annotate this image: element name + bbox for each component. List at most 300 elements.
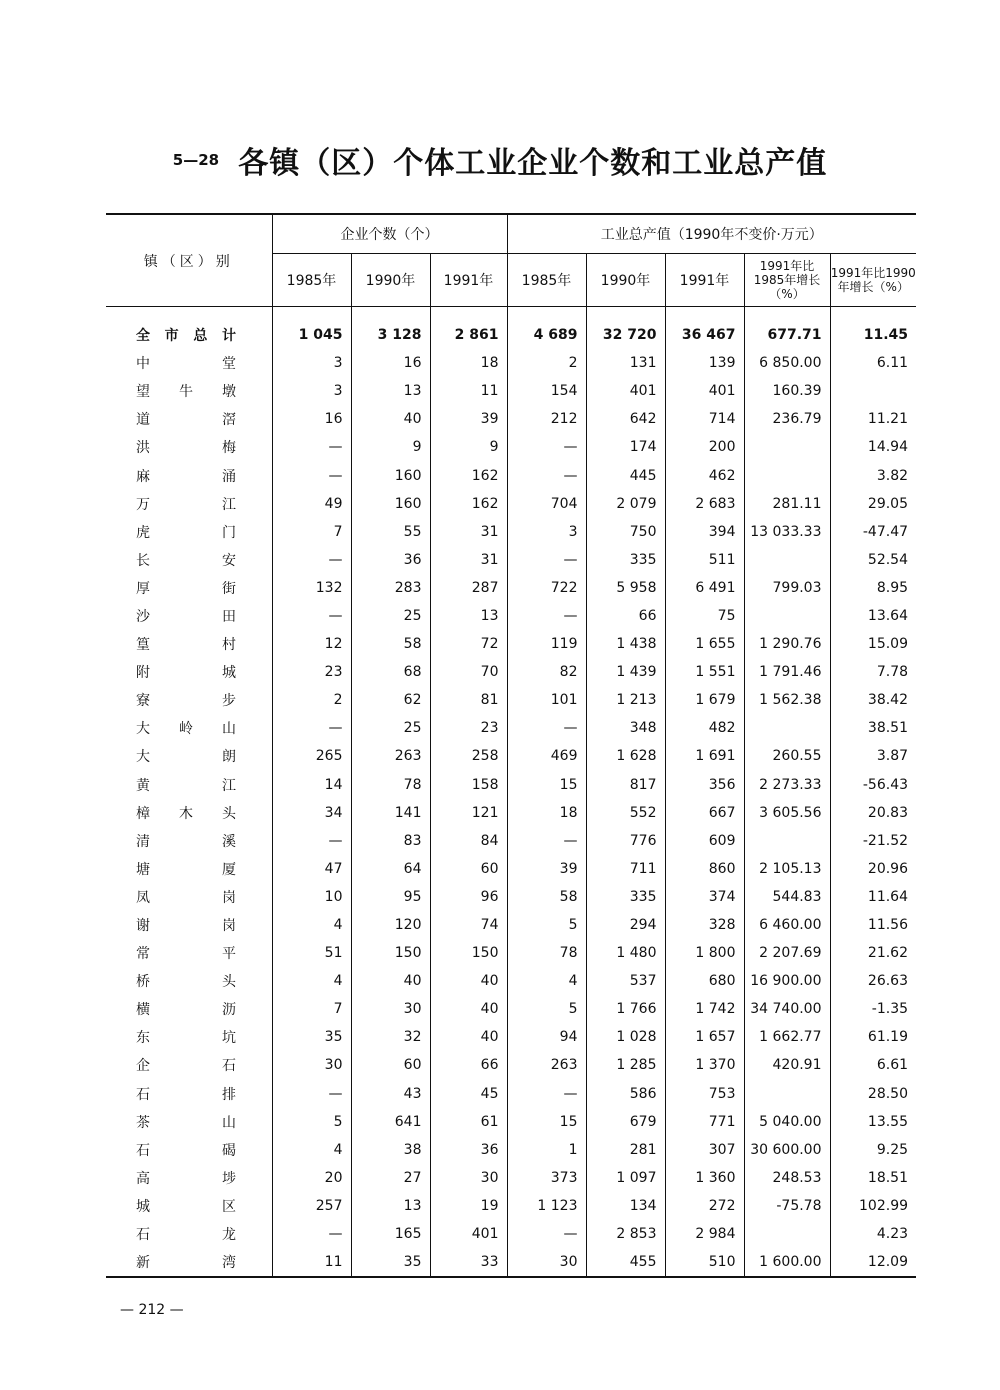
table-row <box>106 630 916 658</box>
table-row <box>106 827 916 855</box>
table-cell <box>744 546 830 574</box>
table-cell: 10 <box>272 883 351 911</box>
table-row <box>106 686 916 714</box>
table-cell: 6.61 <box>830 1051 916 1079</box>
table-number: 5—28 <box>172 151 220 169</box>
table-cell: 401 <box>586 377 665 405</box>
table-cell: 704 <box>507 490 586 518</box>
table-cell: 33 <box>430 1248 507 1277</box>
town-name-text: 高埗 <box>136 1170 236 1187</box>
table-cell: 160.39 <box>744 377 830 405</box>
table-cell: 348 <box>586 714 665 742</box>
table-cell <box>744 1080 830 1108</box>
table-row <box>106 377 916 405</box>
table-cell: 81 <box>430 686 507 714</box>
table-cell: 5 958 <box>586 574 665 602</box>
table-cell: 1 551 <box>665 658 744 686</box>
table-cell: 12 <box>272 630 351 658</box>
town-name <box>106 1192 272 1220</box>
table-cell: 4 <box>272 1136 351 1164</box>
table-cell: 141 <box>351 799 430 827</box>
table-cell: 150 <box>351 939 430 967</box>
table-cell: 236.79 <box>744 405 830 433</box>
table-cell: 11 <box>430 377 507 405</box>
town-name-text: 清溪 <box>136 833 236 850</box>
table-cell: 101 <box>507 686 586 714</box>
table-row <box>106 1248 916 1277</box>
table-cell: 5 <box>272 1108 351 1136</box>
table-cell: 11.45 <box>830 307 916 350</box>
table-cell: 165 <box>351 1220 430 1248</box>
table-cell <box>744 1220 830 1248</box>
table-cell: 6.11 <box>830 349 916 377</box>
table-cell: 586 <box>586 1080 665 1108</box>
table-cell: 72 <box>430 630 507 658</box>
table-cell: 482 <box>665 714 744 742</box>
table-cell: 28.50 <box>830 1080 916 1108</box>
town-name-text: 洪梅 <box>136 440 236 457</box>
town-name-text: 大朗 <box>136 749 236 766</box>
table-cell: 134 <box>586 1192 665 1220</box>
town-name <box>106 1248 272 1277</box>
table-row <box>106 405 916 433</box>
table-cell: 6 850.00 <box>744 349 830 377</box>
town-name-text: 石碣 <box>136 1142 236 1159</box>
table-row <box>106 433 916 461</box>
table-cell: 2 683 <box>665 490 744 518</box>
table-cell: 711 <box>586 855 665 883</box>
table-cell: 13 <box>351 377 430 405</box>
table-cell: 248.53 <box>744 1164 830 1192</box>
table-cell: 335 <box>586 883 665 911</box>
table-cell: 14.94 <box>830 433 916 461</box>
table-cell: — <box>272 1080 351 1108</box>
table-cell: 1 097 <box>586 1164 665 1192</box>
town-name <box>106 911 272 939</box>
table-cell: -1.35 <box>830 995 916 1023</box>
table-cell: 335 <box>586 546 665 574</box>
table-cell: 373 <box>507 1164 586 1192</box>
table-cell: 260.55 <box>744 742 830 770</box>
table-row <box>106 855 916 883</box>
table-cell: 5 <box>507 995 586 1023</box>
table-cell: 162 <box>430 490 507 518</box>
table-row <box>106 1108 916 1136</box>
table-cell: 3 605.56 <box>744 799 830 827</box>
table-cell: 154 <box>507 377 586 405</box>
table-row <box>106 939 916 967</box>
table-cell: 158 <box>430 771 507 799</box>
page-title <box>0 138 1000 182</box>
town-name-text: 长安 <box>136 552 236 569</box>
table-cell: 722 <box>507 574 586 602</box>
table-cell: -75.78 <box>744 1192 830 1220</box>
town-name <box>106 518 272 546</box>
town-name <box>106 574 272 602</box>
table-cell: -47.47 <box>830 518 916 546</box>
column-header: 1991年比1985年增长（%） <box>744 254 830 307</box>
table-cell: 328 <box>665 911 744 939</box>
table-cell: 511 <box>665 546 744 574</box>
table-row <box>106 799 916 827</box>
town-name-text: 樟木头 <box>136 805 236 822</box>
table-cell: 9.25 <box>830 1136 916 1164</box>
town-name-text: 石龙 <box>136 1227 236 1244</box>
table-cell: 544.83 <box>744 883 830 911</box>
table-cell: 18.51 <box>830 1164 916 1192</box>
town-name <box>106 1220 272 1248</box>
table-cell: 307 <box>665 1136 744 1164</box>
town-name <box>106 1051 272 1079</box>
table-cell: 16 <box>351 349 430 377</box>
table-cell: 258 <box>430 742 507 770</box>
table-cell: 257 <box>272 1192 351 1220</box>
town-name <box>106 995 272 1023</box>
table-cell: 11.64 <box>830 883 916 911</box>
table-cell: 265 <box>272 742 351 770</box>
table-cell: 16 <box>272 405 351 433</box>
table-cell: 39 <box>430 405 507 433</box>
town-name-text: 全市总计 <box>136 328 236 345</box>
town-name-text: 茶山 <box>136 1114 236 1131</box>
table-row <box>106 349 916 377</box>
table-cell: 1 791.46 <box>744 658 830 686</box>
table-cell: 68 <box>351 658 430 686</box>
table-cell: 26.63 <box>830 967 916 995</box>
table-cell: 462 <box>665 461 744 489</box>
table-cell: — <box>507 602 586 630</box>
table-cell: 66 <box>586 602 665 630</box>
table-cell: 174 <box>586 433 665 461</box>
table-cell: 61.19 <box>830 1023 916 1051</box>
town-name <box>106 686 272 714</box>
table-cell: 281 <box>586 1136 665 1164</box>
table-cell: 20 <box>272 1164 351 1192</box>
table-cell: 263 <box>351 742 430 770</box>
town-name <box>106 602 272 630</box>
town-name <box>106 405 272 433</box>
table-cell: 609 <box>665 827 744 855</box>
town-name-text: 虎门 <box>136 524 236 541</box>
table-row <box>106 1136 916 1164</box>
table-cell: — <box>272 714 351 742</box>
table-cell: 13 <box>351 1192 430 1220</box>
table-cell: — <box>272 827 351 855</box>
table-cell: 680 <box>665 967 744 995</box>
table-row <box>106 658 916 686</box>
table-cell: 281.11 <box>744 490 830 518</box>
table-cell: 32 <box>351 1023 430 1051</box>
table-cell: 61 <box>430 1108 507 1136</box>
table-cell: 1 562.38 <box>744 686 830 714</box>
table-cell: 677.71 <box>744 307 830 350</box>
table-cell: 1 123 <box>507 1192 586 1220</box>
table-cell: 2 273.33 <box>744 771 830 799</box>
table-cell: 43 <box>351 1080 430 1108</box>
table-cell: 4 <box>272 967 351 995</box>
table-cell: 667 <box>665 799 744 827</box>
table-row <box>106 911 916 939</box>
table-cell: — <box>272 433 351 461</box>
table-cell: 3.82 <box>830 461 916 489</box>
town-name-text: 常平 <box>136 946 236 963</box>
town-name-text: 东坑 <box>136 1030 236 1047</box>
table-cell: 36 <box>351 546 430 574</box>
table-body <box>106 307 916 1278</box>
table-cell: 13.55 <box>830 1108 916 1136</box>
table-title: 各镇（区）个体工业企业个数和工业总产值 <box>238 146 828 181</box>
table-cell: 469 <box>507 742 586 770</box>
table-cell: 45 <box>430 1080 507 1108</box>
table-cell: 18 <box>430 349 507 377</box>
table-cell: 19 <box>430 1192 507 1220</box>
table-cell: 18 <box>507 799 586 827</box>
table-cell: 82 <box>507 658 586 686</box>
table-cell: 23 <box>272 658 351 686</box>
table-cell: 15 <box>507 771 586 799</box>
table-cell: — <box>272 461 351 489</box>
table-cell: 4 <box>272 911 351 939</box>
table-cell: 70 <box>430 658 507 686</box>
table-cell: 36 467 <box>665 307 744 350</box>
table-cell: 374 <box>665 883 744 911</box>
table-cell: 38.51 <box>830 714 916 742</box>
town-name <box>106 1108 272 1136</box>
table-cell: 7 <box>272 995 351 1023</box>
town-name-text: 中堂 <box>136 356 236 373</box>
table-cell: 1 370 <box>665 1051 744 1079</box>
table-cell: 74 <box>430 911 507 939</box>
column-header: 1991年比1990年增长（%） <box>830 254 916 307</box>
table-cell: — <box>507 461 586 489</box>
table-cell: 9 <box>430 433 507 461</box>
table-cell: 30 <box>430 1164 507 1192</box>
table-cell <box>744 461 830 489</box>
table-cell: — <box>507 827 586 855</box>
table-cell: 817 <box>586 771 665 799</box>
table-cell: 23 <box>430 714 507 742</box>
table-cell: 356 <box>665 771 744 799</box>
table-cell: 78 <box>351 771 430 799</box>
table-cell: 40 <box>430 967 507 995</box>
table-cell: 102.99 <box>830 1192 916 1220</box>
table-cell: 40 <box>430 995 507 1023</box>
table-cell: 3 <box>272 349 351 377</box>
column-header: 1991年 <box>430 254 507 307</box>
town-name <box>106 490 272 518</box>
table-cell: 62 <box>351 686 430 714</box>
town-name <box>106 1080 272 1108</box>
column-header: 1985年 <box>507 254 586 307</box>
table-cell: 11.21 <box>830 405 916 433</box>
table-cell: 49 <box>272 490 351 518</box>
town-name <box>106 349 272 377</box>
town-name <box>106 658 272 686</box>
town-name-text: 道滘 <box>136 412 236 429</box>
table-cell: 52.54 <box>830 546 916 574</box>
table-cell: 12.09 <box>830 1248 916 1277</box>
table-cell: 1 766 <box>586 995 665 1023</box>
table-cell <box>744 714 830 742</box>
table-cell: — <box>272 546 351 574</box>
table-cell: 1 480 <box>586 939 665 967</box>
table-cell: 38 <box>351 1136 430 1164</box>
table-cell: 30 <box>507 1248 586 1277</box>
town-name <box>106 433 272 461</box>
table-row <box>106 1080 916 1108</box>
table-cell: 20.83 <box>830 799 916 827</box>
table-cell: 160 <box>351 461 430 489</box>
table-cell: 2 984 <box>665 1220 744 1248</box>
town-name-text: 黄江 <box>136 777 236 794</box>
table-cell: 7 <box>272 518 351 546</box>
town-name-text: 横沥 <box>136 1002 236 1019</box>
table-cell: 2 <box>272 686 351 714</box>
table-cell: 1 438 <box>586 630 665 658</box>
table-cell: 283 <box>351 574 430 602</box>
table-cell: 6 460.00 <box>744 911 830 939</box>
table-cell: 38.42 <box>830 686 916 714</box>
table-cell: 776 <box>586 827 665 855</box>
table-cell <box>744 827 830 855</box>
industrial-output-group-header: 工业总产值（1990年不变价·万元） <box>507 214 916 254</box>
table-cell: 200 <box>665 433 744 461</box>
town-name-text: 厚街 <box>136 580 236 597</box>
table-cell: 5 040.00 <box>744 1108 830 1136</box>
town-name <box>106 967 272 995</box>
town-name <box>106 1023 272 1051</box>
table-cell: 119 <box>507 630 586 658</box>
table-cell: 9 <box>351 433 430 461</box>
table-cell: 1 657 <box>665 1023 744 1051</box>
table-cell: 860 <box>665 855 744 883</box>
town-name-text: 沙田 <box>136 608 236 625</box>
town-name-text: 篁村 <box>136 637 236 654</box>
town-name-text: 万江 <box>136 496 236 513</box>
town-name-text: 附城 <box>136 665 236 682</box>
table-cell: 131 <box>586 349 665 377</box>
table-cell: 36 <box>430 1136 507 1164</box>
statistics-table <box>106 213 916 1278</box>
town-name-text: 凤岗 <box>136 889 236 906</box>
table-cell: 30 600.00 <box>744 1136 830 1164</box>
town-name-text: 桥头 <box>136 974 236 991</box>
town-name <box>106 1136 272 1164</box>
table-cell: 1 <box>507 1136 586 1164</box>
table-cell: 552 <box>586 799 665 827</box>
table-cell: 120 <box>351 911 430 939</box>
column-header: 1990年 <box>586 254 665 307</box>
table-cell: 1 600.00 <box>744 1248 830 1277</box>
table-cell: 1 285 <box>586 1051 665 1079</box>
table-cell: — <box>507 714 586 742</box>
table-cell: 16 900.00 <box>744 967 830 995</box>
table-cell: 75 <box>665 602 744 630</box>
table-cell: 66 <box>430 1051 507 1079</box>
table-cell <box>830 377 916 405</box>
table-cell: 445 <box>586 461 665 489</box>
table-cell: 1 628 <box>586 742 665 770</box>
table-cell: 4.23 <box>830 1220 916 1248</box>
table-cell: 34 740.00 <box>744 995 830 1023</box>
table-cell: 35 <box>351 1248 430 1277</box>
table-cell: 84 <box>430 827 507 855</box>
table-cell: 1 691 <box>665 742 744 770</box>
table-row <box>106 967 916 995</box>
table-cell: 401 <box>665 377 744 405</box>
table-cell: 5 <box>507 911 586 939</box>
table-cell: 39 <box>507 855 586 883</box>
table-row <box>106 602 916 630</box>
town-name-text: 麻涌 <box>136 468 236 485</box>
table-cell: 2 853 <box>586 1220 665 1248</box>
table-cell: 40 <box>430 1023 507 1051</box>
column-header: 1985年 <box>272 254 351 307</box>
town-name-text: 新湾 <box>136 1255 236 1272</box>
table-row <box>106 1023 916 1051</box>
town-name <box>106 771 272 799</box>
town-name <box>106 630 272 658</box>
table-cell: 60 <box>430 855 507 883</box>
table-cell: 1 290.76 <box>744 630 830 658</box>
table-row <box>106 518 916 546</box>
table-cell: 1 213 <box>586 686 665 714</box>
table-cell: 2 207.69 <box>744 939 830 967</box>
table-cell: 799.03 <box>744 574 830 602</box>
table-cell: 394 <box>665 518 744 546</box>
table-row <box>106 1164 916 1192</box>
table-cell: 96 <box>430 883 507 911</box>
column-header: 1990年 <box>351 254 430 307</box>
table-cell: 13 033.33 <box>744 518 830 546</box>
table-cell: 31 <box>430 518 507 546</box>
table-cell: 294 <box>586 911 665 939</box>
table-row <box>106 995 916 1023</box>
table-cell: 6 491 <box>665 574 744 602</box>
table-row <box>106 1051 916 1079</box>
table-cell: — <box>507 433 586 461</box>
town-name <box>106 883 272 911</box>
table-cell: — <box>272 602 351 630</box>
table-cell: 11 <box>272 1248 351 1277</box>
town-name-text: 企石 <box>136 1058 236 1075</box>
table-cell: 30 <box>272 1051 351 1079</box>
town-name <box>106 939 272 967</box>
town-name <box>106 742 272 770</box>
town-name <box>106 1164 272 1192</box>
table-cell: 58 <box>351 630 430 658</box>
table-cell: 753 <box>665 1080 744 1108</box>
table-row <box>106 490 916 518</box>
total-row <box>106 307 916 350</box>
table-cell: 160 <box>351 490 430 518</box>
table-cell: 30 <box>351 995 430 1023</box>
table-cell: 3 128 <box>351 307 430 350</box>
table-row <box>106 461 916 489</box>
table-cell: 1 742 <box>665 995 744 1023</box>
table-row <box>106 883 916 911</box>
table-cell: 40 <box>351 405 430 433</box>
town-name-text: 寮步 <box>136 693 236 710</box>
table-cell: 8.95 <box>830 574 916 602</box>
table-cell: 27 <box>351 1164 430 1192</box>
table-cell: 7.78 <box>830 658 916 686</box>
table-row <box>106 574 916 602</box>
table-cell: 401 <box>430 1220 507 1248</box>
table-cell: — <box>272 1220 351 1248</box>
town-name-text: 城区 <box>136 1198 236 1215</box>
table-cell: 31 <box>430 546 507 574</box>
